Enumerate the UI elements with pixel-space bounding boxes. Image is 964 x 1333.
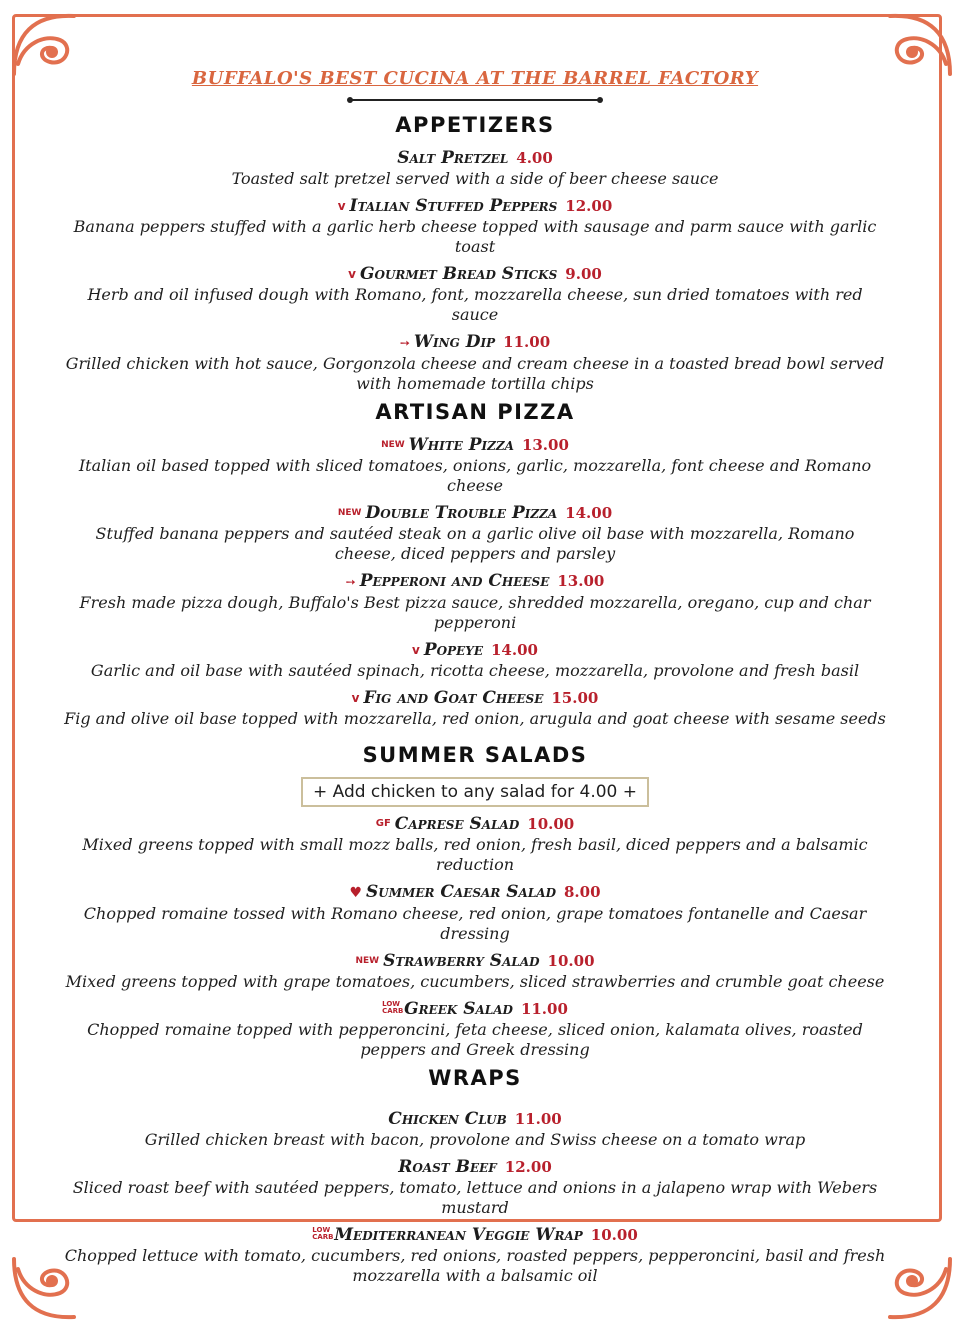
menu-item-description: Mixed greens topped with small mozz balls, red onion, fresh basil, diced peppers and a balsamic reduction (82, 835, 868, 874)
menu-item-header (60, 1108, 890, 1130)
menu-item (60, 331, 890, 394)
menu-item (60, 881, 890, 944)
menu-item-header (60, 881, 890, 904)
menu-item (60, 263, 890, 325)
title-divider (350, 99, 600, 101)
menu-item-header (60, 502, 890, 524)
section-title: WRAPS (428, 1066, 522, 1090)
menu-item (60, 147, 890, 189)
menu-item-price: 10.00 (547, 952, 595, 970)
menu-item-name: Strawberry Salad (383, 951, 540, 971)
menu-item-name: Summer Caesar Salad (366, 882, 556, 902)
menu-item-description: Fresh made pizza dough, Buffalo's Best pizza sauce, shredded mozzarella, oregano, cup and char pepperoni (79, 593, 871, 632)
menu-item-name: Gourmet Bread Sticks (360, 264, 558, 284)
menu-item-description: Grilled chicken breast with bacon, provolone and Swiss cheese on a tomato wrap (144, 1130, 806, 1149)
menu-item (60, 1108, 890, 1150)
menu-item-header (60, 147, 890, 169)
menu-item-price: 12.00 (565, 197, 613, 215)
new-badge: NEW (355, 956, 380, 966)
section-wraps (60, 1066, 890, 1286)
menu-item (60, 502, 890, 564)
menu-item-name: Fig and Goat Cheese (363, 688, 544, 708)
menu-item-price: 9.00 (565, 265, 602, 283)
menu-item (60, 639, 890, 681)
menu-item-header (60, 263, 890, 285)
menu-item-description: Stuffed banana peppers and sautéed steak on a garlic olive oil base with mozzarella, Romano cheese, diced peppers and parsley (95, 524, 855, 563)
menu-item (60, 950, 890, 992)
menu-item-price: 13.00 (557, 572, 605, 590)
menu-item-price: 11.00 (520, 1000, 568, 1018)
menu-item-header (60, 639, 890, 661)
menu-item-price: 8.00 (563, 883, 601, 901)
menu-item-name: Double Trouble Pizza (365, 503, 558, 523)
section-summer-salads (60, 743, 890, 1060)
section-appetizers (60, 113, 890, 394)
new-badge: NEW (381, 440, 405, 450)
menu-item (60, 1156, 890, 1218)
menu-item-description: Italian oil based topped with sliced tomatoes, onions, garlic, mozzarella, font cheese and Romano cheese (78, 456, 872, 495)
vegetarian-icon: v (337, 199, 346, 213)
gluten-free-badge: GF (375, 818, 391, 829)
restaurant-name: BUFFALO'S BEST CUCINA AT THE BARREL FACTORY (191, 68, 759, 89)
menu-item-description: Grilled chicken with hot sauce, Gorgonzola cheese and cream cheese in a toasted bread bowl served with homemade tortilla chips (65, 354, 885, 393)
menu-item-name: Greek Salad (404, 999, 513, 1019)
menu-item-description: Fig and olive oil base topped with mozzarella, red onion, arugula and goat cheese with sesame seeds (64, 709, 886, 728)
menu-item-price: 15.00 (551, 689, 599, 707)
menu-item-description: Banana peppers stuffed with a garlic herb cheese topped with sausage and parm sauce with garlic toast (73, 217, 877, 256)
item-list (60, 147, 890, 394)
vegetarian-icon: v (351, 691, 360, 705)
menu-item-header (60, 687, 890, 709)
menu-item-name: Caprese Salad (394, 814, 520, 834)
menu-item-name: Salt Pretzel (397, 148, 509, 168)
new-badge: NEW (337, 508, 362, 518)
menu-item-price: 11.00 (514, 1110, 562, 1128)
menu-item-description: Toasted salt pretzel served with a side of beer cheese sauce (231, 169, 719, 188)
menu-item-header (60, 950, 890, 972)
menu-item (60, 195, 890, 257)
menu-item-price: 14.00 (490, 641, 538, 659)
item-list (60, 813, 890, 1060)
section-title: ARTISAN PIZZA (375, 400, 575, 424)
menu-item-description: Garlic and oil base with sautéed spinach, ricotta cheese, mozzarella, provolone and fresh basil (90, 661, 860, 680)
menu-item-header (60, 998, 890, 1020)
menu-item (60, 434, 890, 496)
menu-item-name: Italian Stuffed Peppers (349, 196, 558, 216)
menu-item (60, 813, 890, 875)
menu-item (60, 1224, 890, 1286)
menu-item-header (60, 570, 890, 593)
heart-icon: ♥ (349, 885, 363, 901)
item-list (60, 434, 890, 729)
menu-item (60, 998, 890, 1060)
pepper-icon: ➙ (399, 336, 410, 350)
vegetarian-icon: v (348, 267, 356, 281)
menu-item-header (60, 195, 890, 217)
menu-content (60, 66, 890, 1292)
menu-item-description: Chopped romaine tossed with Romano cheese, red onion, grape tomatoes fontanelle and Caesar dressing (83, 904, 867, 943)
menu-item-header (60, 813, 890, 835)
pepper-icon: ➙ (345, 575, 356, 589)
menu-item-description: Chopped romaine topped with pepperoncini, feta cheese, sliced onion, kalamata olives, roasted peppers and Greek dressing (87, 1020, 863, 1059)
menu-item-price: 12.00 (504, 1158, 552, 1176)
menu-item-price: 4.00 (516, 149, 553, 167)
menu-item-header (60, 1224, 890, 1246)
menu-item-description: Chopped lettuce with tomato, cucumbers, red onions, roasted peppers, pepperoncini, basil and fresh mozzarella with a balsamic oil (64, 1246, 886, 1285)
menu-item-header (60, 331, 890, 354)
section-title: SUMMER SALADS (362, 743, 588, 767)
add-chicken-note: + Add chicken to any salad for 4.00 + (301, 777, 649, 807)
menu-item-header (60, 434, 890, 456)
low-carb-badge: LOW CARB (312, 1226, 334, 1241)
menu-item (60, 570, 890, 633)
section-title: APPETIZERS (395, 113, 555, 137)
menu-item (60, 687, 890, 729)
menu-item-header (60, 1156, 890, 1178)
menu-item-name: Roast Beef (398, 1157, 497, 1177)
menu-item-price: 10.00 (527, 815, 575, 833)
low-carb-badge: LOW CARB (382, 1000, 404, 1015)
menu-item-description: Sliced roast beef with sautéed peppers, tomato, lettuce and onions in a jalapeno wrap with Webers mustard (72, 1178, 878, 1217)
menu-item-name: Pepperoni and Cheese (359, 571, 550, 591)
menu-item-name: Wing Dip (413, 332, 496, 352)
item-list (60, 1108, 890, 1286)
menu-item-name: Mediterranean Veggie Wrap (334, 1225, 583, 1245)
menu-item-name: Popeye (423, 640, 483, 660)
menu-item-price: 10.00 (590, 1226, 638, 1244)
menu-item-price: 14.00 (565, 504, 613, 522)
menu-item-price: 11.00 (503, 333, 551, 351)
menu-item-price: 13.00 (521, 436, 569, 454)
menu-item-name: White Pizza (408, 435, 514, 455)
menu-item-name: Chicken Club (388, 1109, 507, 1129)
vegetarian-icon: v (412, 643, 420, 657)
menu-item-description: Herb and oil infused dough with Romano, font, mozzarella cheese, sun dried tomatoes with red sauce (87, 285, 863, 324)
menu-item-description: Mixed greens topped with grape tomatoes, cucumbers, sliced strawberries and crumble goat cheese (65, 972, 885, 991)
section-artisan-pizza (60, 400, 890, 729)
